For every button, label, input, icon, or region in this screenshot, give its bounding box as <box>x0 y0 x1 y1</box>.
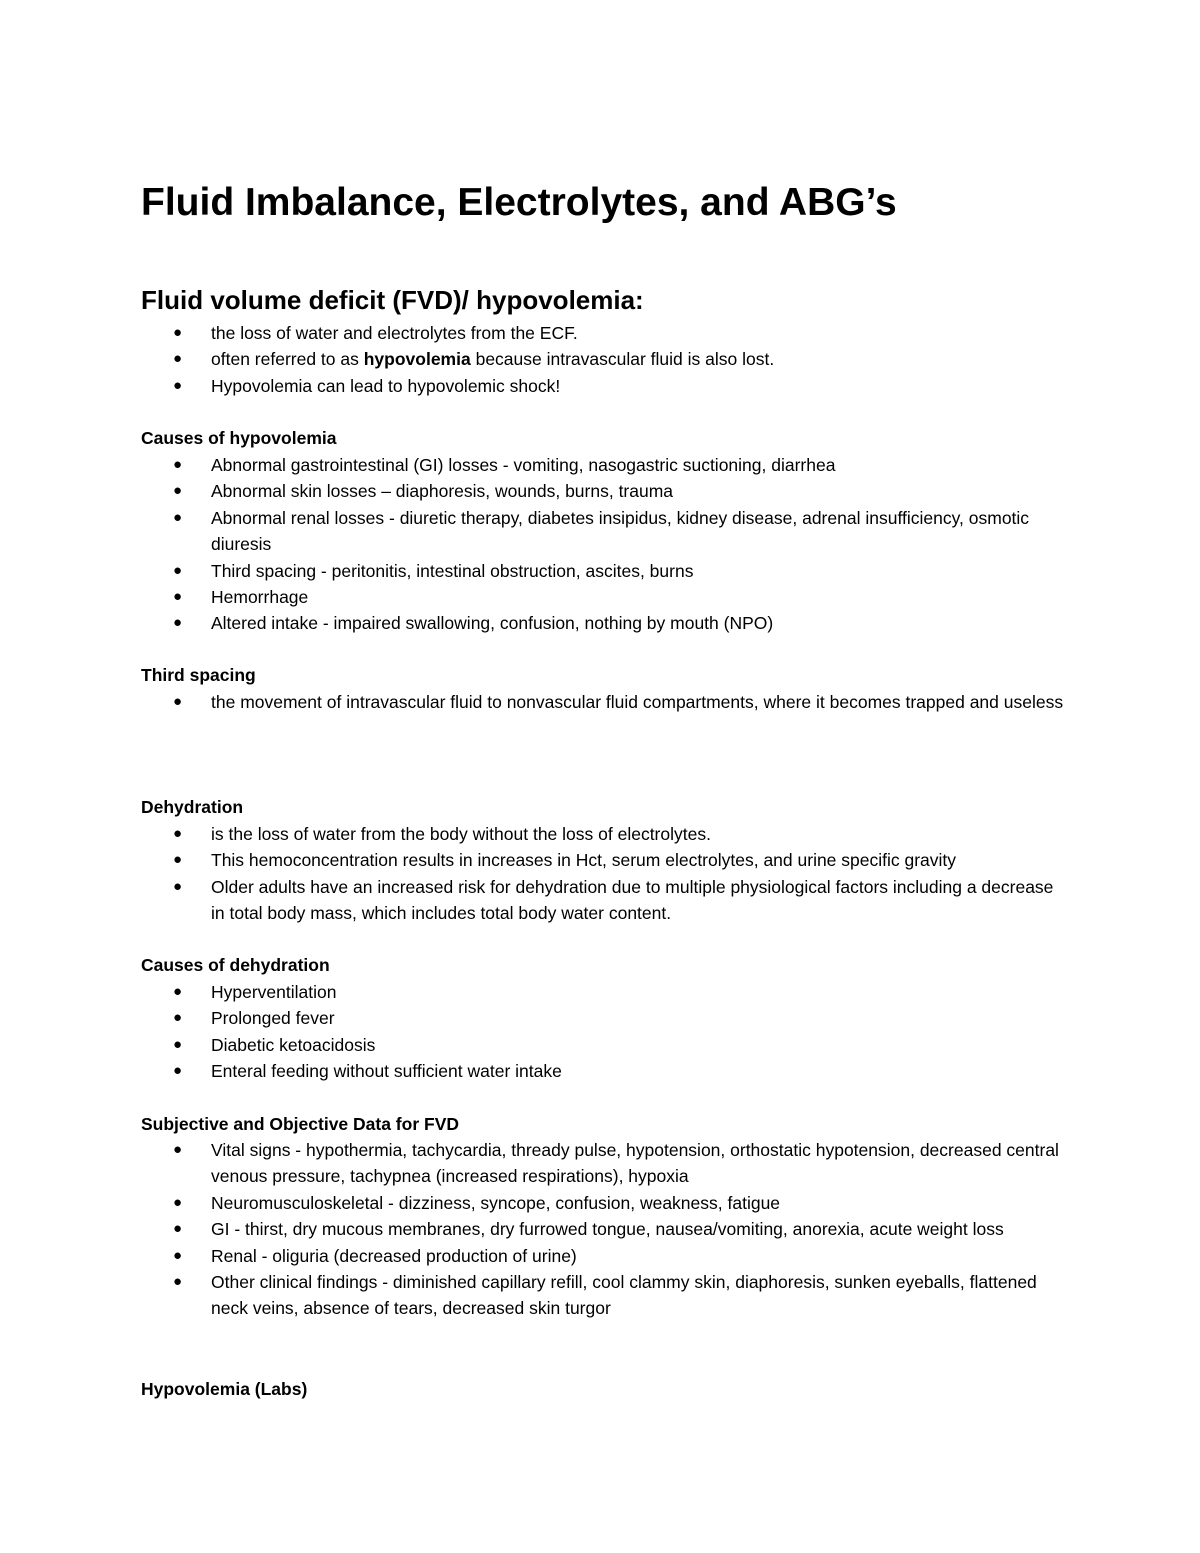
bullet-icon: ● <box>173 324 183 341</box>
list-item: ● Altered intake - impaired swallowing, confusion, nothing by mouth (NPO) <box>141 610 1071 636</box>
list-item: ● Hypovolemia can lead to hypovolemic shock! <box>141 373 1071 399</box>
list-item: ● Abnormal renal losses - diuretic therapy, diabetes insipidus, kidney disease, adrenal insufficiency, osmotic diuresis <box>141 505 1071 558</box>
bullet-icon: ● <box>173 825 183 842</box>
bullet-icon: ● <box>173 508 183 526</box>
bullet-icon: ● <box>173 1273 183 1291</box>
third-spacing-list <box>141 689 1071 715</box>
bullet-icon: ● <box>173 693 183 710</box>
bullet-icon: ● <box>173 456 183 473</box>
list-item: ● Other clinical findings - diminished capillary refill, cool clammy skin, diaphoresis, sunken eyeballs, flattened neck veins, absence of tears, decreased skin turgor <box>141 1269 1071 1322</box>
list-item: ● Hyperventilation <box>141 979 1071 1005</box>
data-fvd-list <box>141 1137 1071 1322</box>
list-item: ● Enteral feeding without sufficient water intake <box>141 1058 1071 1084</box>
list-item: ● Abnormal skin losses – diaphoresis, wounds, burns, trauma <box>141 478 1071 504</box>
list-item: ● is the loss of water from the body without the loss of electrolytes. <box>141 821 1071 847</box>
heading-third-spacing: Third spacing <box>141 665 256 685</box>
bullet-icon: ● <box>173 1141 183 1158</box>
list-item: ● Older adults have an increased risk for dehydration due to multiple physiological factors including a decrease in total body mass, which includes total body water content. <box>141 874 1071 927</box>
list-item: ● Abnormal gastrointestinal (GI) losses - vomiting, nasogastric suctioning, diarrhea <box>141 452 1071 478</box>
list-item: ● GI - thirst, dry mucous membranes, dry furrowed tongue, nausea/vomiting, anorexia, acute weight loss <box>141 1216 1071 1242</box>
heading-labs: Hypovolemia (Labs) <box>141 1379 308 1399</box>
heading-data-fvd: Subjective and Objective Data for FVD <box>141 1114 459 1134</box>
causes-dehydration-list <box>141 979 1071 1085</box>
list-item: ● Third spacing - peritonitis, intestinal obstruction, ascites, burns <box>141 558 1071 584</box>
bullet-icon: ● <box>173 588 183 606</box>
bullet-icon: ● <box>173 851 183 869</box>
section-heading-fvd: Fluid volume deficit (FVD)/ hypovolemia: <box>141 285 644 315</box>
heading-causes-hypovolemia: Causes of hypovolemia <box>141 428 337 448</box>
bullet-icon: ● <box>173 1193 183 1211</box>
dehydration-list <box>141 821 1071 927</box>
list-item: ● Neuromusculoskeletal - dizziness, syncope, confusion, weakness, fatigue <box>141 1190 1071 1216</box>
list-item: ● Diabetic ketoacidosis <box>141 1032 1071 1058</box>
bullet-icon: ● <box>173 1220 183 1238</box>
document-title: Fluid Imbalance, Electrolytes, and ABG’s <box>141 181 897 224</box>
bullet-icon: ● <box>173 561 183 579</box>
heading-causes-dehydration: Causes of dehydration <box>141 955 330 975</box>
bullet-icon: ● <box>173 1246 183 1264</box>
list-item: ● This hemoconcentration results in increases in Hct, serum electrolytes, and urine specific gravity <box>141 847 1071 873</box>
fvd-definition-list <box>141 320 1071 399</box>
list-item: ● Renal - oliguria (decreased production of urine) <box>141 1243 1071 1269</box>
causes-hypovolemia-list <box>141 452 1071 637</box>
heading-dehydration: Dehydration <box>141 797 244 817</box>
list-item: ● often referred to as hypovolemia because intravascular fluid is also lost. <box>141 346 1071 372</box>
list-item: ● Hemorrhage <box>141 584 1071 610</box>
list-item: ● Vital signs - hypothermia, tachycardia, thready pulse, hypotension, orthostatic hypotension, decreased central venous pressure, tachypnea (increased respirations), hypoxia <box>141 1137 1071 1190</box>
list-item: ● the loss of water and electrolytes from the ECF. <box>141 320 1071 346</box>
bold-term: hypovolemia <box>363 349 471 370</box>
bullet-icon: ● <box>173 1009 183 1027</box>
bullet-icon: ● <box>173 1062 183 1080</box>
bullet-icon: ● <box>173 1035 183 1053</box>
list-item: ● the movement of intravascular fluid to nonvascular fluid compartments, where it becomes trapped and useless <box>141 689 1071 715</box>
bullet-icon: ● <box>173 983 183 1000</box>
bullet-icon: ● <box>173 376 183 394</box>
bullet-icon: ● <box>173 614 183 632</box>
bullet-icon: ● <box>173 350 183 368</box>
bullet-icon: ● <box>173 482 183 500</box>
bullet-icon: ● <box>173 877 183 895</box>
list-item: ● Prolonged fever <box>141 1005 1071 1031</box>
